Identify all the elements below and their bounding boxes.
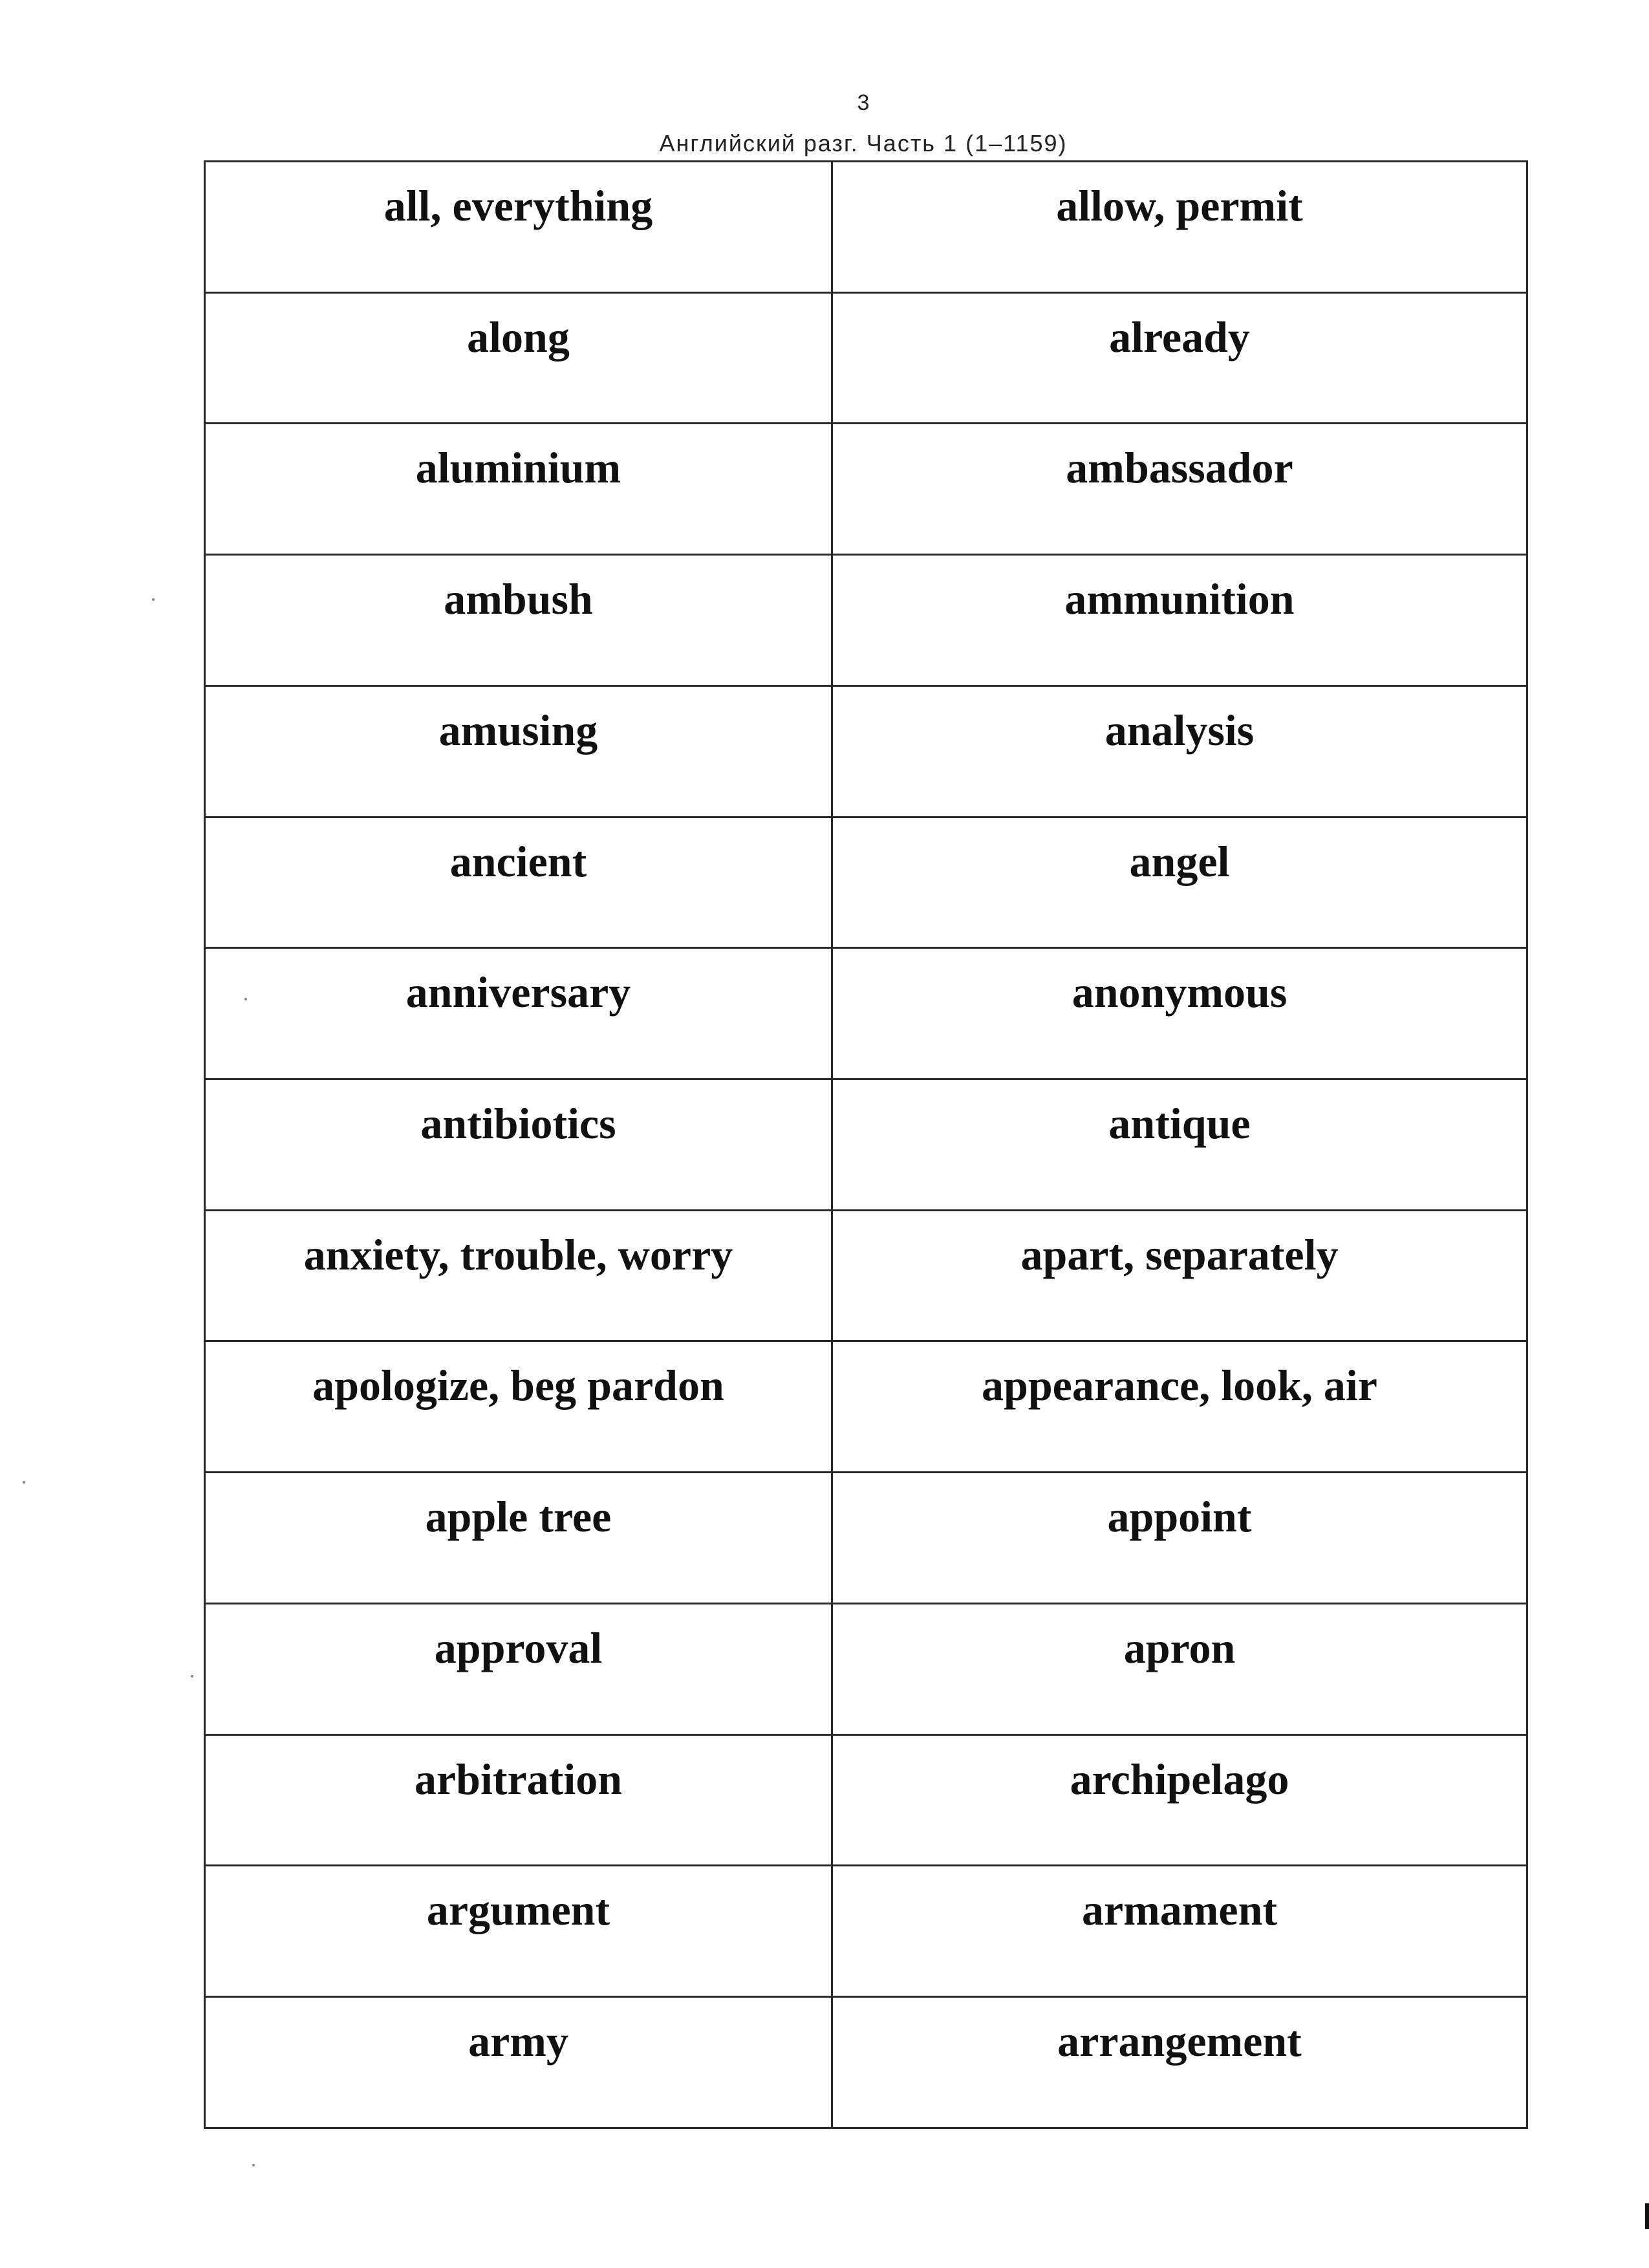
word-cell-left: amusing [205,686,832,817]
table-row [205,1997,1527,2128]
word-cell-right: armament [832,1866,1527,1997]
table-row [205,1210,1527,1341]
table-row [205,948,1527,1079]
word-cell-left: argument [205,1866,832,1997]
word-cell-right: angel [832,817,1527,948]
word-cell-left: ancient [205,817,832,948]
word-cell-left: ambush [205,555,832,686]
word-cell-right: antique [832,1079,1527,1211]
word-cell-right: archipelago [832,1734,1527,1866]
table-row [205,1603,1527,1734]
table-row [205,1473,1527,1604]
table-row [205,292,1527,424]
word-cell-left: anxiety, trouble, worry [205,1210,832,1341]
word-cell-right: appoint [832,1473,1527,1604]
table-row [205,1734,1527,1866]
word-cell-right: anonymous [832,948,1527,1079]
table-row [205,1079,1527,1211]
table-row [205,1341,1527,1473]
word-cell-right: already [832,292,1527,424]
table-row [205,424,1527,555]
table-row [205,817,1527,948]
vocabulary-card-table [204,160,1528,2129]
scan-edge-mark [1645,2203,1649,2229]
scan-speck [23,1481,25,1484]
scan-speck [252,2164,255,2166]
table-row [205,686,1527,817]
word-cell-left: arbitration [205,1734,832,1866]
scan-speck [244,998,247,1000]
word-cell-left: all, everything [205,162,832,293]
word-cell-left: army [205,1997,832,2128]
word-cell-right: apron [832,1603,1527,1734]
table-row [205,162,1527,293]
word-cell-right: appearance, look, air [832,1341,1527,1473]
scan-speck [152,598,155,601]
word-cell-right: ambassador [832,424,1527,555]
table-row [205,1866,1527,1997]
table-row [205,555,1527,686]
word-cell-left: anniversary [205,948,832,1079]
word-cell-right: ammunition [832,555,1527,686]
word-cell-left: approval [205,1603,832,1734]
word-cell-right: arrangement [832,1997,1527,2128]
word-cell-right: apart, separately [832,1210,1527,1341]
page-number: 3 [857,91,870,115]
word-cell-right: analysis [832,686,1527,817]
word-cell-left: apologize, beg pardon [205,1341,832,1473]
word-cell-right: allow, permit [832,162,1527,293]
word-cell-left: antibiotics [205,1079,832,1211]
word-cell-left: along [205,292,832,424]
running-header: Английский разг. Часть 1 (1–1159) [659,130,1068,157]
word-cell-left: apple tree [205,1473,832,1604]
scan-speck [191,1675,193,1678]
word-cell-left: aluminium [205,424,832,555]
